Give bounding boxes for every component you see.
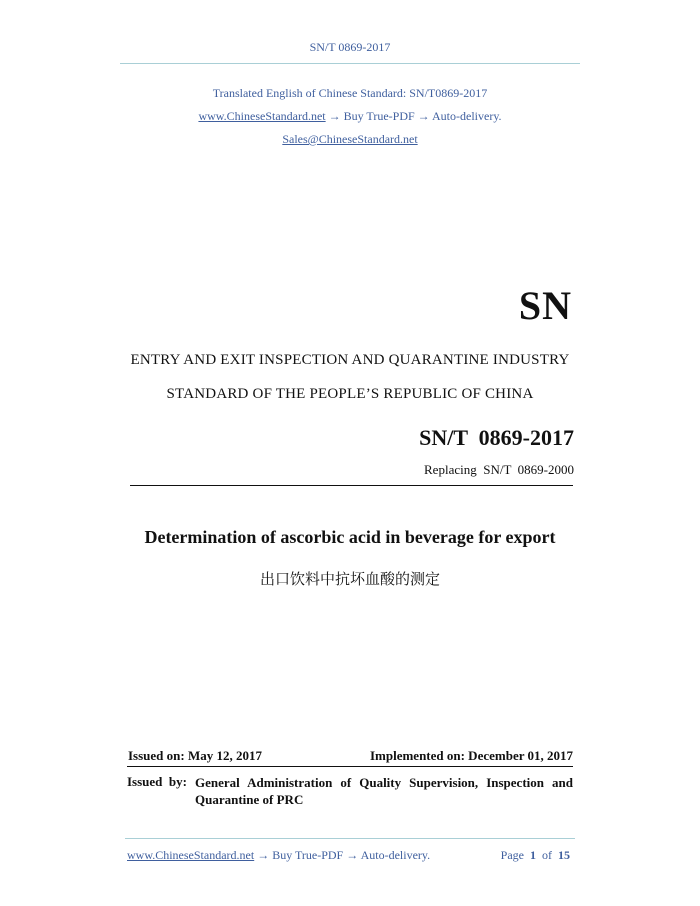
email-line	[0, 132, 700, 147]
translation-notice: Translated English of Chinese Standard: SN/T0869-2017	[212, 86, 488, 100]
auto-delivery-text: Auto-delivery.	[432, 109, 502, 123]
page-total: 15	[558, 848, 570, 862]
sn-mark: SN	[518, 283, 572, 328]
footer-divider	[125, 838, 575, 839]
footer-links	[127, 848, 430, 863]
page-label: Page	[500, 848, 524, 862]
replacing-note: Replacing SN/T 0869-2000	[424, 462, 574, 477]
department-line-2: STANDARD OF THE PEOPLE’S REPUBLIC OF CHINA	[166, 386, 534, 402]
footer-website-link[interactable]: www.ChineseStandard.net	[127, 848, 255, 862]
arrow-icon: →	[346, 848, 359, 862]
footer-delivery-text: Auto-delivery.	[360, 848, 431, 862]
standard-code: SN/T 0869-2017	[419, 425, 574, 450]
document-title-cn: 出口饮料中抗坏血酸的测定	[259, 570, 440, 588]
department-line-1: ENTRY AND EXIT INSPECTION AND QUARANTINE INDUSTRY	[130, 352, 570, 368]
title-divider	[130, 485, 573, 486]
page-number: 1	[530, 848, 536, 862]
arrow-icon: →	[257, 848, 270, 862]
buy-pdf-text: Buy True-PDF	[343, 109, 415, 123]
email-link[interactable]: Sales@ChineseStandard.net	[282, 132, 418, 146]
header-standard-code: SN/T 0869-2017	[309, 40, 391, 54]
issued-by-label: Issued by:	[127, 774, 187, 789]
promo-links	[0, 109, 700, 124]
website-link[interactable]: www.ChineseStandard.net	[198, 109, 326, 123]
implemented-date: Implemented on: December 01, 2017	[369, 748, 573, 763]
issued-date: Issued on: May 12, 2017	[128, 748, 262, 763]
arrow-icon: →	[417, 109, 430, 123]
issued-by-organization: General Administration of Quality Supervision, Inspection and Quarantine of PRC	[195, 775, 573, 807]
footer-buy-text: Buy True-PDF	[272, 848, 344, 862]
page-indicator	[501, 848, 570, 863]
issue-divider	[127, 766, 573, 767]
arrow-icon: →	[328, 109, 341, 123]
document-title-en: Determination of ascorbic acid in beverage for export	[144, 527, 556, 547]
header-divider	[120, 63, 580, 64]
of-label: of	[542, 848, 552, 862]
